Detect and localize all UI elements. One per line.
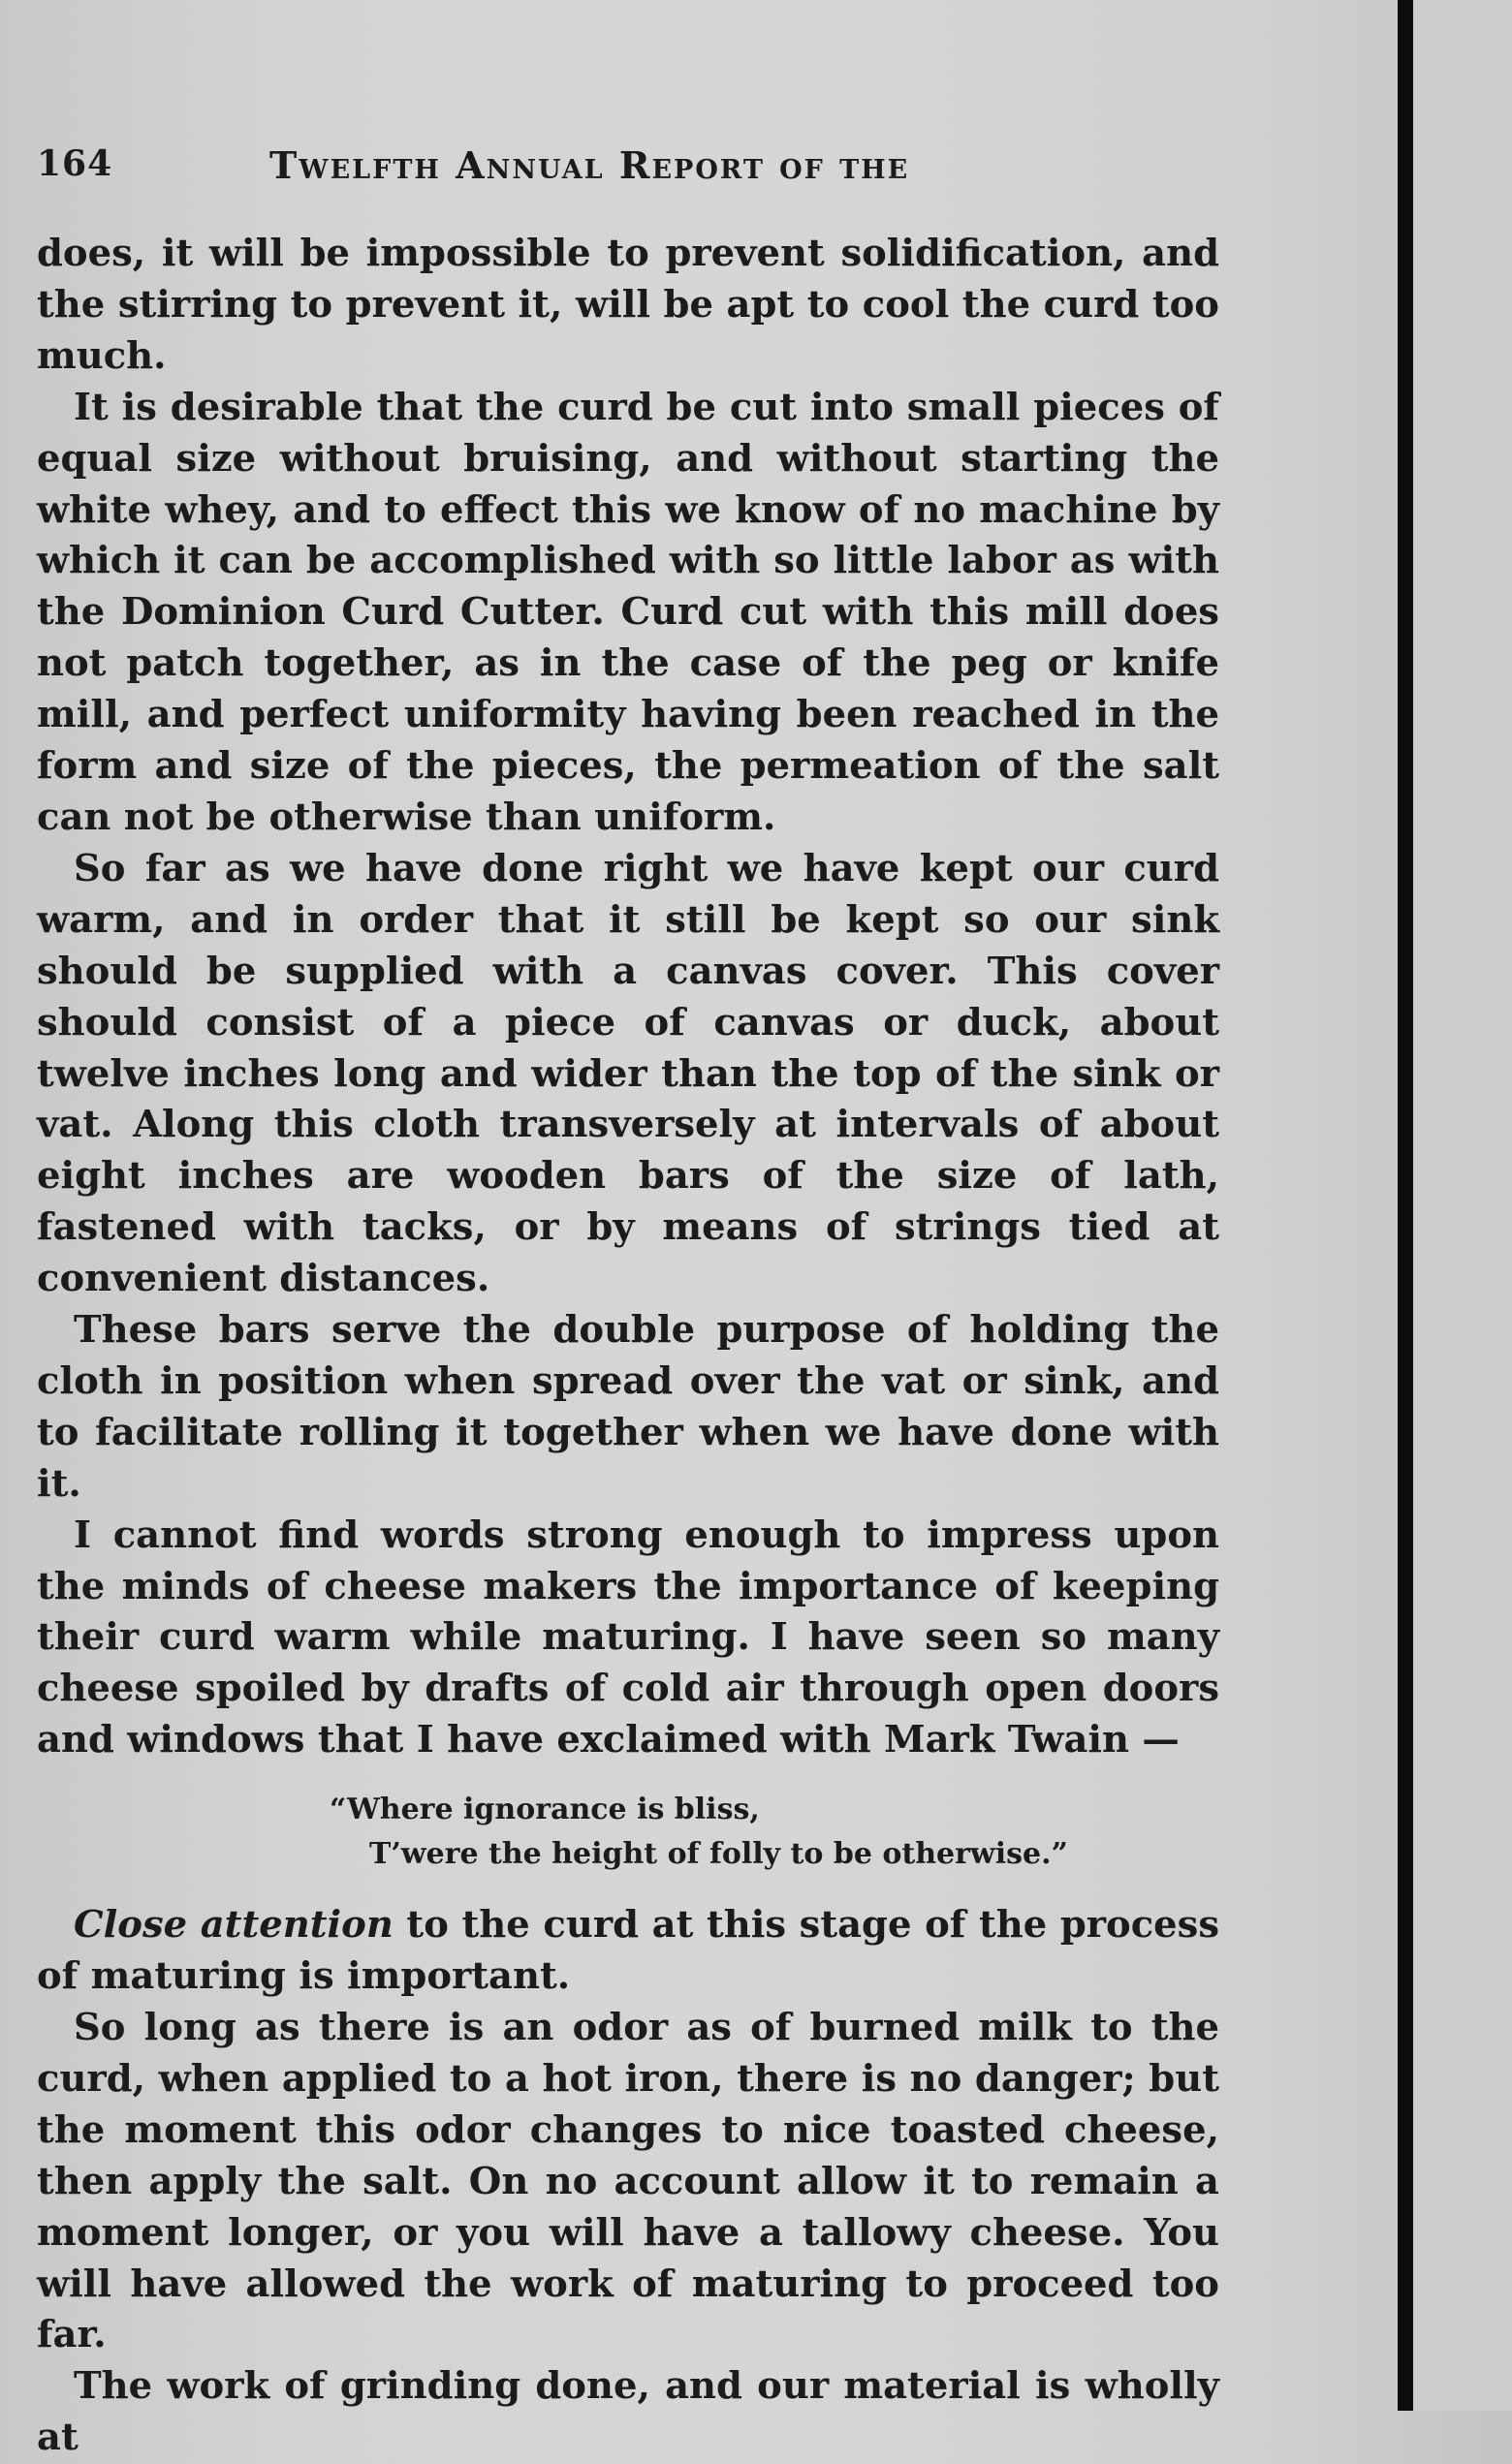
paragraph-text: to the curd at this stage of the process of maturing is important.: [37, 1903, 1219, 1999]
page-header: [37, 143, 1316, 202]
facing-page-margin: [1396, 0, 1512, 2411]
block-quote: [37, 1788, 1219, 1877]
emphasized-phrase: Close attention: [74, 1903, 394, 1948]
paragraph: I cannot find words strong enough to impress upon the minds of cheese makers the importance of keeping their curd warm while maturing. I have seen so many cheese spoiled by drafts of cold air through open doors and windows that I have exclaimed with Mark Twain —: [37, 1513, 1219, 1762]
paragraph: It is desirable that the curd be cut into small pieces of equal size without bruising, and without starting the white whey, and to effect this we know of no machine by which it can be accomplished with so little labor as with the Dominion Curd Cutter. Curd cut with this mill does not patch together, as in the case of the peg or knife mill, and perfect uniformity having been reached in the form and size of the pieces, the permeation of the salt can not be otherwise than uniform.: [37, 385, 1219, 839]
quote-line: “Where ignorance is bliss,: [330, 1793, 760, 1827]
paragraph: These bars serve the double purpose of holding the cloth in position when spread over the vat or sink, and to facilitate rolling it together when we have done with it.: [37, 1308, 1219, 1506]
paragraph: The work of grinding done, and our material is wholly at: [37, 2364, 1219, 2460]
paragraph: So far as we have done right we have kept our curd warm, and in order that it still be kept so our sink should be supplied with a canvas cover. This cover should consist of a piece of canvas or duck, about twelve inches long and wider than the top of the sink or vat. Along this cloth transversely at intervals of about eight inches are wooden bars of the size of lath, fastened with tacks, or by means of strings tied at convenient distances.: [37, 846, 1219, 1301]
paragraph: [37, 1900, 1219, 2003]
quote-line: T’were the height of folly to be otherwise.”: [369, 1837, 1068, 1872]
paragraph: So long as there is an odor as of burned milk to the curd, when applied to a hot iron, there is no danger; but the moment this odor changes to nice toasted cheese, then apply the salt. On no account allow it to remain a moment longer, or you will have a tallowy cheese. You will have allowed the work of maturing to proceed too far.: [37, 2006, 1219, 2357]
binding-gutter-line: [1398, 0, 1413, 2411]
paragraph: does, it will be impossible to prevent solidification, and the stirring to prevent it, will be apt to cool the curd too much.: [37, 232, 1219, 378]
page-number: 164: [37, 143, 113, 184]
body-text: [37, 229, 1219, 2464]
running-title: Twelfth Annual Report of the: [269, 143, 910, 187]
